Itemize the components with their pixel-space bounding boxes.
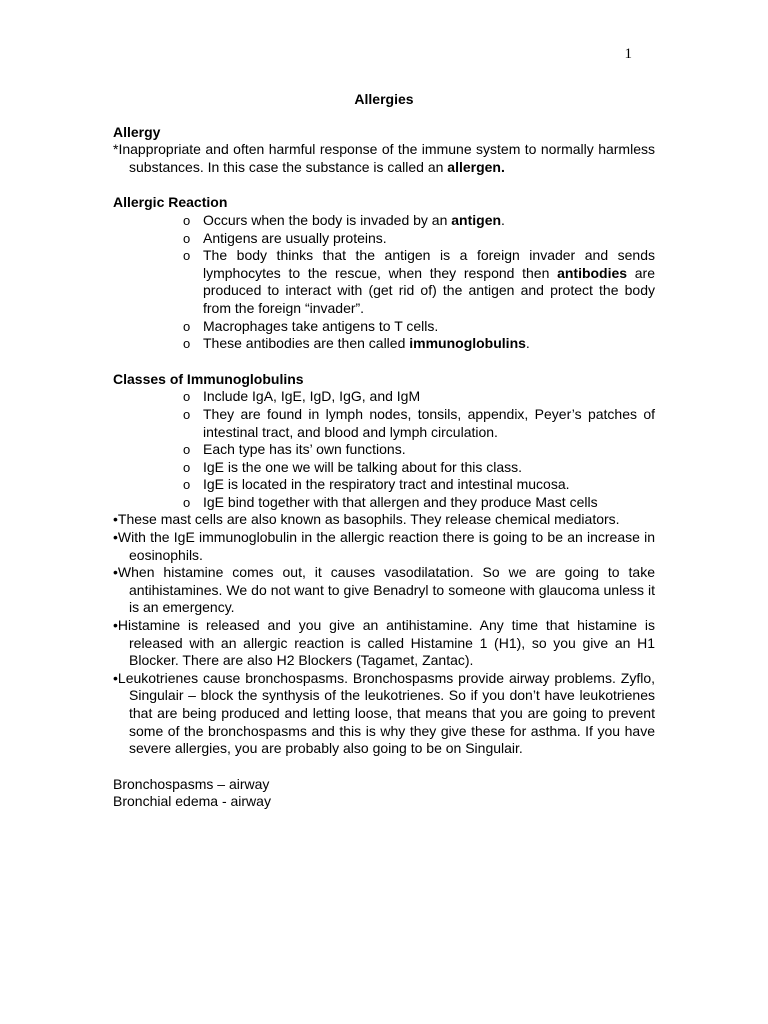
- bullet-paragraph: •When histamine comes out, it causes vasodilatation. So we are going to take antihistamines. We do not want to give Benadryl to someone with glaucoma unless it is an emergency.: [113, 564, 655, 616]
- bullet-paragraph: •These mast cells are also known as basophils. They release chemical mediators.: [113, 511, 620, 528]
- list-item-text: are produced to interact with (get rid of) the antigen and protect the body from the foreign “invader”.: [203, 264, 655, 316]
- list-item-text: Antigens are usually proteins.: [203, 229, 387, 246]
- list-item-text: .: [525, 335, 530, 352]
- list-marker: o: [183, 336, 191, 352]
- list-marker: o: [183, 406, 191, 422]
- list-item-text: IgE is the one we will be talking about for this class.: [203, 458, 523, 475]
- list-marker: o: [183, 389, 191, 405]
- list-item-text: Each type has its’ own functions.: [203, 441, 406, 458]
- bullet-paragraph: •With the IgE immunoglobulin in the allergic reaction there is going to be an increase in eosinophils.: [113, 529, 655, 563]
- list-marker: o: [183, 318, 191, 334]
- allergen-term: allergen.: [447, 158, 505, 175]
- list-item-text: Include IgA, IgE, IgD, IgG, and IgM: [203, 388, 421, 405]
- list-marker: o: [183, 494, 191, 510]
- immunoglobulin-classes-list: [113, 388, 655, 511]
- heading-allergic-reaction: Allergic Reaction: [113, 194, 228, 211]
- heading-allergy: Allergy: [113, 123, 161, 140]
- bullet-paragraph: •Leukotrienes cause bronchospasms. Bronchospasms provide airway problems. Zyflo, Singulair – block the synthysis of the leukotrienes. So if you don’t have leukotrienes that are being produced and letting loose, that means that you are going to prevent some of the bronchospasms and this is why they give these for asthma. If you have severe allergies, you are probably also going to be on Singulair.: [113, 669, 655, 757]
- list-item: [183, 247, 655, 317]
- list-item: [183, 459, 655, 477]
- page-number: 1: [624, 46, 632, 62]
- footer-line-bronchial-edema: Bronchial edema - airway: [113, 793, 271, 810]
- list-item: [183, 230, 655, 248]
- heading-classes-of-immunoglobulins: Classes of Immunoglobulins: [113, 370, 304, 387]
- list-item-text: IgE bind together with that allergen and they produce Mast cells: [203, 493, 598, 510]
- list-item: [183, 406, 655, 441]
- list-item: [183, 212, 655, 230]
- list-marker: o: [183, 442, 191, 458]
- bullet-paragraph: •Histamine is released and you give an antihistamine. Any time that histamine is released with an allergic reaction is called Histamine 1 (H1), so you give an H1 Blocker. There are also H2 Blockers (Tagamet, Zantac).: [113, 617, 655, 669]
- antibodies-term: antibodies: [557, 264, 628, 281]
- allergy-definition: [113, 141, 655, 176]
- document-body: [113, 91, 655, 811]
- immunoglobulins-term: immunoglobulins: [409, 335, 526, 352]
- list-item: [183, 441, 655, 459]
- list-marker: o: [183, 459, 191, 475]
- allergic-reaction-list: [113, 212, 655, 353]
- list-item: [183, 318, 655, 336]
- list-item: [183, 388, 655, 406]
- antigen-term: antigen: [451, 211, 502, 228]
- list-item-text: Occurs when the body is invaded by an: [203, 211, 452, 228]
- footer-line-bronchospasms: Bronchospasms – airway: [113, 775, 270, 792]
- list-marker: o: [183, 212, 191, 228]
- list-item: [183, 476, 655, 494]
- list-item-text: IgE is located in the respiratory tract and intestinal mucosa.: [203, 476, 570, 493]
- list-item-text: .: [501, 211, 505, 228]
- list-marker: o: [183, 477, 191, 493]
- list-marker: o: [183, 230, 191, 246]
- document-title: Allergies: [354, 91, 414, 107]
- list-item-text: These antibodies are then called: [203, 335, 410, 352]
- list-item-text: They are found in lymph nodes, tonsils, appendix, Peyer’s patches of intestinal tract, and blood and lymph circulation.: [203, 405, 655, 440]
- list-item-text: Macrophages take antigens to T cells.: [203, 317, 439, 334]
- list-item: [183, 335, 655, 353]
- list-item-text: The body thinks that the antigen is a foreign invader and sends lymphocytes to the rescue, when they respond then: [203, 247, 655, 281]
- allergy-definition-text: *Inappropriate and often harmful response of the immune system to normally harmless substances. In this case the substance is called an: [113, 141, 655, 175]
- list-item: [183, 494, 655, 512]
- list-marker: o: [183, 248, 191, 264]
